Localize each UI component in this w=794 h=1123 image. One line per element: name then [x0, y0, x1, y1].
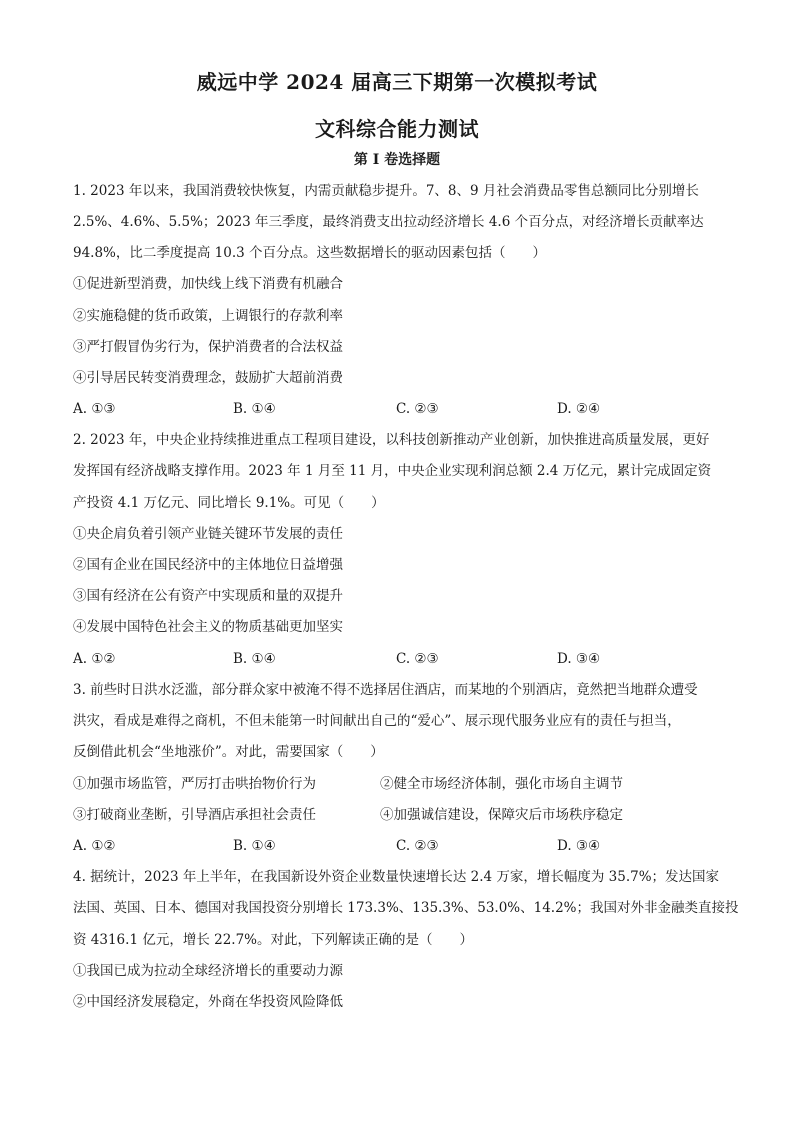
- q3-option-d: D. ③④: [557, 838, 601, 854]
- q1-stem-line: 2.5%、4.6%、5.5%；2023 年三季度，最终消费支出拉动经济增长 4.6 个百分点，对经济增长贡献率达: [73, 214, 704, 230]
- q2-stem-line: 产投资 4.1 万亿元、同比增长 9.1%。可见（ ）: [73, 495, 385, 511]
- exam-title: 威远中学 2024 届高三下期第一次模拟考试: [196, 70, 598, 94]
- q1-option-c: C. ②③: [396, 401, 439, 417]
- q2-statement: ④发展中国特色社会主义的物质基础更加坚实: [73, 619, 343, 635]
- q2-option-c: C. ②③: [396, 651, 439, 667]
- q2-statement: ②国有企业在国民经济中的主体地位日益增强: [73, 557, 343, 573]
- q1-statement: ③严打假冒伪劣行为，保护消费者的合法权益: [73, 339, 343, 355]
- q3-stem-line: 反倒借此机会“坐地涨价”。对此，需要国家（ ）: [73, 744, 384, 760]
- q3-statement: ②健全市场经济体制，强化市场自主调节: [380, 776, 623, 792]
- q1-statement: ②实施稳健的货币政策，上调银行的存款利率: [73, 308, 343, 324]
- q1-stem-line: 94.8%，比二季度提高 10.3 个百分点。这些数据增长的驱动因素包括（ ）: [73, 245, 547, 261]
- q2-option-a: A. ①②: [73, 651, 116, 667]
- q4-stem-line: 法国、英国、日本、德国对我国投资分别增长 173.3%、135.3%、53.0%、14.2%；我国对外非金融类直接投: [73, 900, 739, 916]
- q2-option-b: B. ①④: [233, 651, 276, 667]
- q3-option-b: B. ①④: [233, 838, 276, 854]
- q4-stem-line: 资 4316.1 亿元，增长 22.7%。对此，下列解读正确的是（ ）: [73, 932, 473, 948]
- q2-statement: ①央企肩负着引领产业链关键环节发展的责任: [73, 526, 343, 542]
- q4-stem-line: 4. 据统计，2023 年上半年，在我国新设外资企业数量快速增长达 2.4 万家，增长幅度为 35.7%；发达国家: [73, 869, 720, 885]
- q4-statement: ②中国经济发展稳定，外商在华投资风险降低: [73, 994, 343, 1010]
- q3-statement: ①加强市场监管，严厉打击哄抬物价行为: [73, 776, 316, 792]
- q3-stem-line: 洪灾，看成是难得之商机，不但未能第一时间献出自己的“爱心”、展示现代服务业应有的责任与担当，: [73, 713, 681, 729]
- q2-statement: ③国有经济在公有资产中实现质和量的双提升: [73, 588, 343, 604]
- q1-option-a: A. ①③: [73, 401, 116, 417]
- q3-statement: ④加强诚信建设，保障灾后市场秩序稳定: [380, 807, 623, 823]
- q1-statement: ①促进新型消费，加快线上线下消费有机融合: [73, 276, 343, 292]
- q1-option-b: B. ①④: [233, 401, 276, 417]
- exam-subtitle: 文科综合能力测试: [315, 117, 479, 141]
- q1-stem-line: 1. 2023 年以来，我国消费较快恢复，内需贡献稳步提升。7、8、9 月社会消费品零售总额同比分别增长: [73, 183, 699, 199]
- q1-option-d: D. ②④: [557, 401, 601, 417]
- q2-stem-line: 2. 2023 年，中央企业持续推进重点工程项目建设，以科技创新推动产业创新，加快推进高质量发展，更好: [73, 432, 710, 448]
- q3-option-c: C. ②③: [396, 838, 439, 854]
- q4-statement: ①我国已成为拉动全球经济增长的重要动力源: [73, 963, 343, 979]
- q3-stem-line: 3. 前些时日洪水泛滥，部分群众家中被淹不得不选择居住酒店，而某地的个别酒店，竟然把当地群众遭受: [73, 682, 698, 698]
- q2-option-d: D. ③④: [557, 651, 601, 667]
- q3-option-a: A. ①②: [73, 838, 116, 854]
- q1-statement: ④引导居民转变消费理念，鼓励扩大超前消费: [73, 370, 343, 386]
- section-heading: 第 I 卷选择题: [353, 152, 441, 168]
- q2-stem-line: 发挥国有经济战略支撑作用。2023 年 1 月至 11 月，中央企业实现利润总额 2.4 万亿元，累计完成固定资: [73, 463, 712, 479]
- q3-statement: ③打破商业垄断，引导酒店承担社会责任: [73, 807, 316, 823]
